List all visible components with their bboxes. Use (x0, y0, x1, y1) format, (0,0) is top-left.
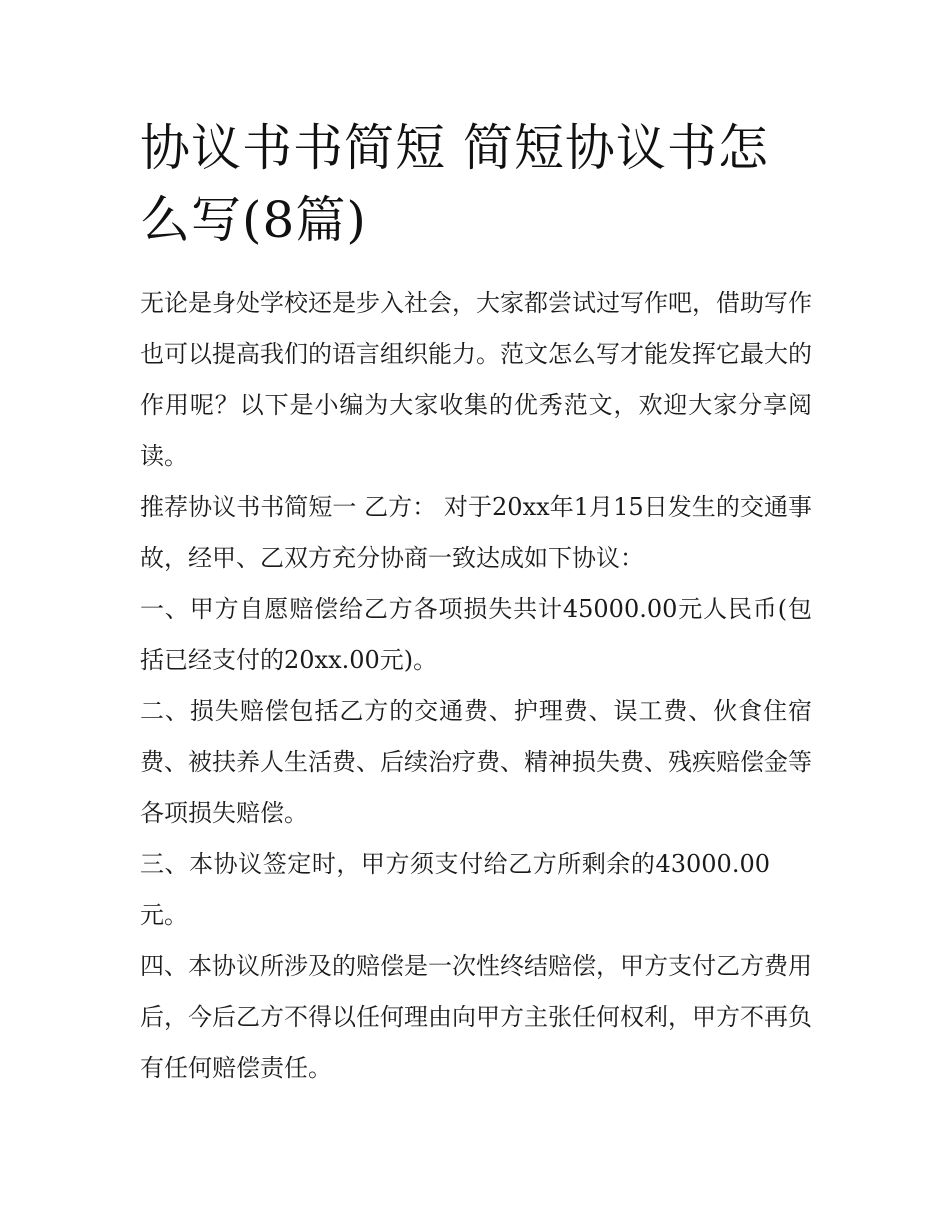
document-title: 协议书书简短 简短协议书怎么写(8篇) (140, 119, 769, 249)
clause-3: 三、本协议签定时，甲方须支付给乙方所剩余的43000.00元。 (140, 850, 770, 929)
agreement-preamble: 推荐协议书书简短一 乙方： 对于20xx年1月15日发生的交通事故，经甲、乙双方充分协商一致达成如下协议： (140, 493, 812, 572)
clause-4: 四、本协议所涉及的赔偿是一次性终结赔偿，甲方支付乙方费用后，今后乙方不得以任何理由向甲方主张任何权利，甲方不再负有任何赔偿责任。 (140, 952, 812, 1082)
clause-1: 一、甲方自愿赔偿给乙方各项损失共计45000.00元人民币(包括已经支付的20xx.00元)。 (140, 595, 812, 674)
intro-paragraph: 无论是身处学校还是步入社会，大家都尝试过写作吧，借助写作也可以提高我们的语言组织能力。范文怎么写才能发挥它最大的作用呢？以下是小编为大家收集的优秀范文，欢迎大家分享阅读。 (140, 289, 812, 470)
clause-2: 二、损失赔偿包括乙方的交通费、护理费、误工费、伙食住宿费、被扶养人生活费、后续治疗费、精神损失费、残疾赔偿金等各项损失赔偿。 (140, 697, 812, 827)
document-body (140, 112, 812, 1094)
